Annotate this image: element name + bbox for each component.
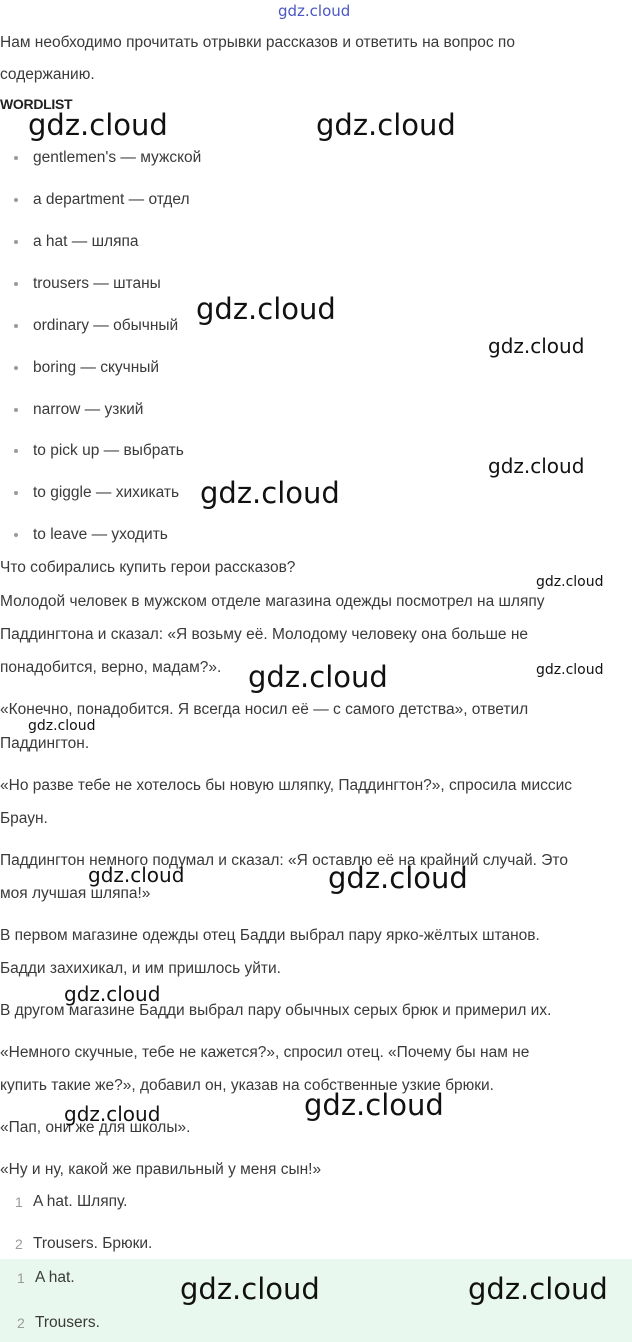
watermark: gdz.cloud [328,861,468,895]
translation-line: «Но разве тебе не хотелось бы новую шляпку, Паддингтон?», спросила миссис [0,777,573,794]
watermark: gdz.cloud [304,1088,444,1122]
watermark: gdz.cloud [536,662,604,678]
watermark: gdz.cloud [278,2,351,20]
wordlist-title: WORDLIST [0,96,73,112]
translation-line: «Ну и ну, какой же правильный у меня сын!» [0,1161,322,1178]
bullet-icon [14,533,18,537]
translation-line: Паддингтона и сказал: «Я возьму её. Молодому человеку она больше не [0,626,529,643]
intro-line-2: содержанию. [0,66,95,83]
translation-line: В первом магазине одежды отец Бадди выбрал пару ярко-жёлтых штанов. [0,927,540,944]
watermark: gdz.cloud [88,863,185,887]
watermark: gdz.cloud [536,574,604,590]
translation-line: «Пап, они же для школы». [0,1119,191,1136]
bullet-icon [14,282,18,286]
watermark: gdz.cloud [488,454,585,478]
list-item: 1 A hat. Шляпу. [15,1193,128,1210]
translation-line: понадобится, верно, мадам?». [0,659,222,676]
list-item: 2 Trousers. [17,1314,100,1331]
translation-line: Паддингтон. [0,735,90,752]
bullet-icon [14,408,18,412]
bullet-icon [14,449,18,453]
watermark: gdz.cloud [64,1102,161,1126]
watermark: gdz.cloud [180,1272,320,1306]
translation-line: Браун. [0,810,48,827]
list-item: 2 Trousers. Брюки. [15,1235,153,1252]
watermark: gdz.cloud [28,718,96,734]
bullet-icon [14,156,18,160]
bullet-icon [14,366,18,370]
question: Что собирались купить герои рассказов? [0,559,296,576]
translation-line: В другом магазине Бадди выбрал пару обычных серых брюк и примерил их. [0,1002,552,1019]
watermark: gdz.cloud [200,476,340,510]
bullet-icon [14,491,18,495]
translation-line: купить такие же?», добавил он, указав на собственные узкие брюки. [0,1077,494,1094]
watermark: gdz.cloud [488,334,585,358]
watermark: gdz.cloud [248,660,388,694]
bullet-icon [14,324,18,328]
watermark: gdz.cloud [64,982,161,1006]
intro-line-1: Нам необходимо прочитать отрывки рассказов и ответить на вопрос по [0,34,515,51]
translation-line: Паддингтон немного подумал и сказал: «Я оставлю её на крайний случай. Это [0,852,568,869]
watermark: gdz.cloud [468,1272,608,1306]
watermark: gdz.cloud [196,292,336,326]
watermark: gdz.cloud [316,108,456,142]
bullet-icon [14,240,18,244]
watermark: gdz.cloud [28,108,168,142]
translation-line: «Конечно, понадобится. Я всегда носил её — с самого детства», ответил [0,701,529,718]
bullet-icon [14,198,18,202]
translation-line: моя лучшая шляпа!» [0,885,151,902]
list-item: 1 A hat. [17,1269,75,1286]
translation-line: Молодой человек в мужском отделе магазина одежды посмотрел на шляпу [0,593,545,610]
translation-line: «Немного скучные, тебе не кажется?», спросил отец. «Почему бы нам не [0,1044,530,1061]
translation-line: Бадди захихикал, и им пришлось уйти. [0,960,281,977]
